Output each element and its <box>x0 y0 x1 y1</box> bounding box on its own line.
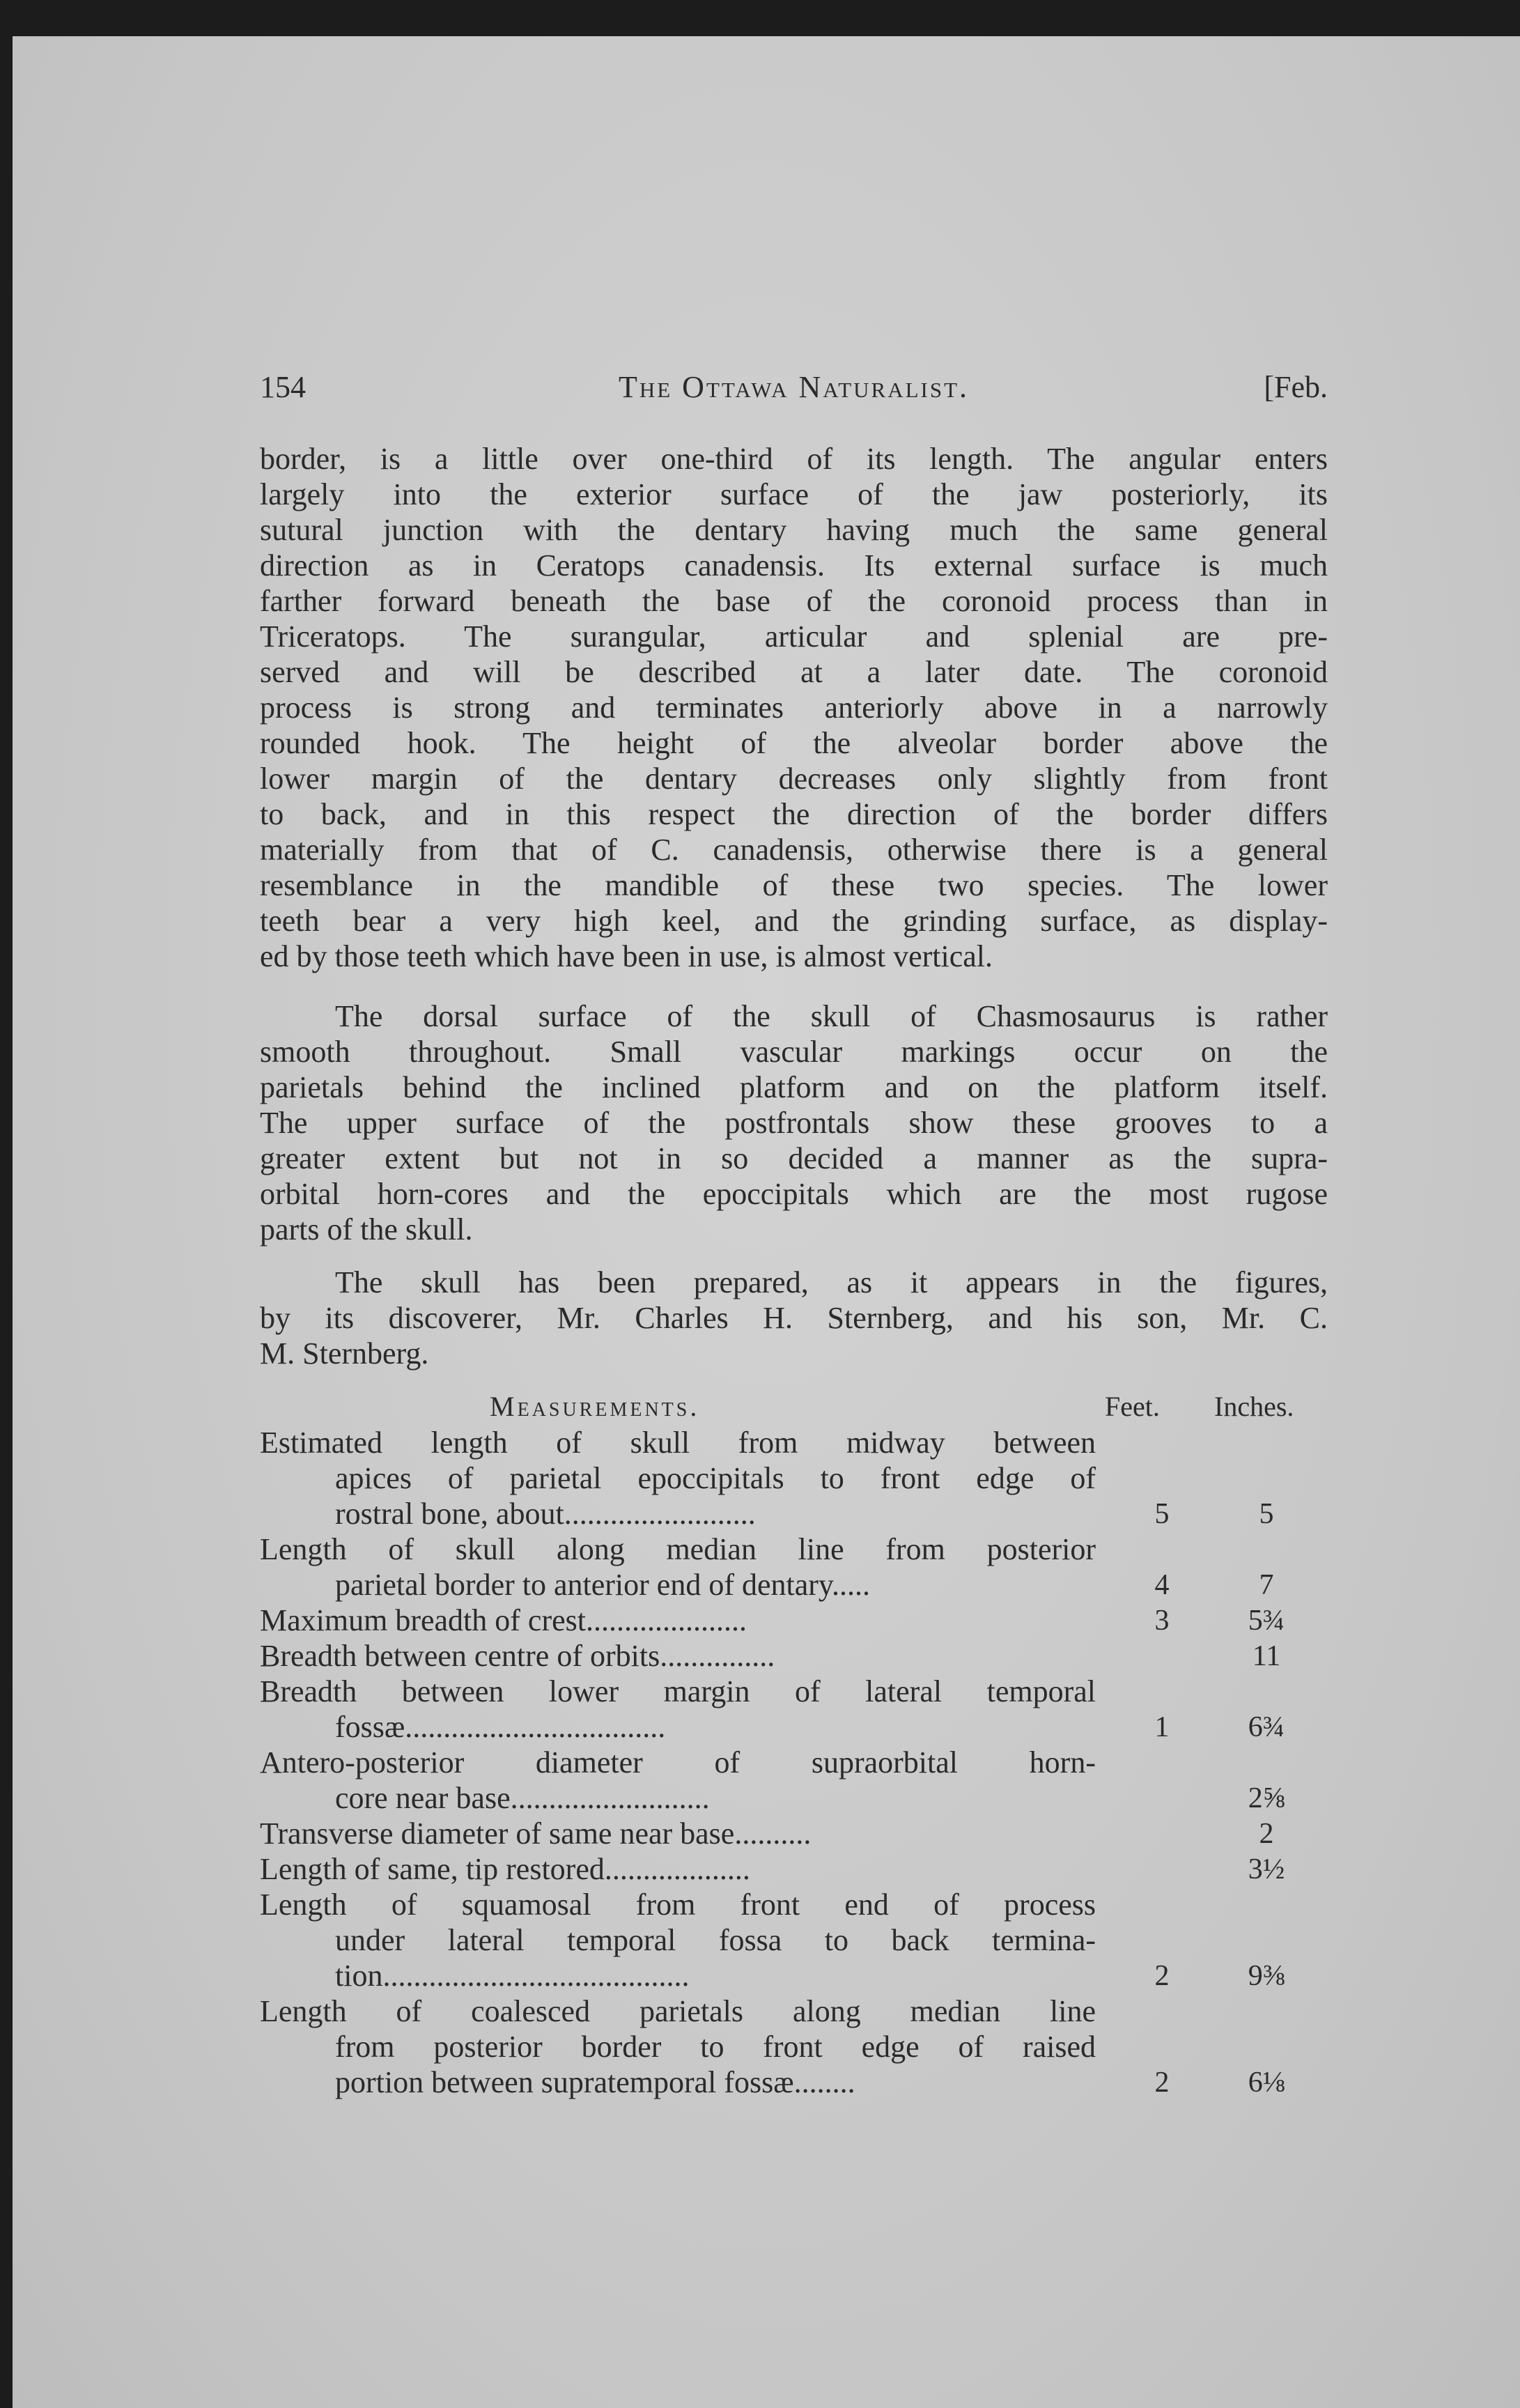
measurement-feet: 5 <box>1154 1498 1170 1530</box>
measurement-inches: 5¾ <box>1248 1605 1285 1637</box>
p3-line: by its discoverer, Mr. Charles H. Sternberg, and his son, Mr. C. <box>260 1301 1328 1335</box>
measurement-inches: 7 <box>1259 1569 1274 1601</box>
measurement-label-line: Breadth between lower margin of lateral temporal <box>260 1674 1096 1708</box>
measurement-label-line: Length of squamosal from front end of process <box>260 1888 1096 1922</box>
p2-line: smooth throughout. Small vascular markings occur on the <box>260 1035 1328 1069</box>
measurement-label-line: tion........................................ <box>335 1959 690 1993</box>
p1-line: largely into the exterior surface of the jaw posteriorly, its <box>260 477 1328 511</box>
p2-line: parietals behind the inclined platform and on the platform itself. <box>260 1070 1328 1104</box>
measurement-label-line: Antero-posterior diameter of supraorbital horn- <box>260 1745 1096 1780</box>
measurement-inches: 2⅝ <box>1248 1782 1285 1814</box>
measurement-inches: 6¾ <box>1248 1711 1285 1743</box>
p3-line: The skull has been prepared, as it appears in the figures, <box>335 1265 1328 1299</box>
measurement-feet: 1 <box>1154 1711 1170 1743</box>
p2-line: greater extent but not in so decided a manner as the supra- <box>260 1141 1328 1175</box>
measurement-label-line: parietal border to anterior end of dentary..... <box>335 1568 871 1602</box>
p1-line: direction as in Ceratops canadensis. Its external surface is much <box>260 548 1328 582</box>
measurement-inches: 3½ <box>1248 1853 1285 1885</box>
measurement-label-line: rostral bone, about......................... <box>335 1497 756 1531</box>
p1-line: to back, and in this respect the direction of the border differs <box>260 797 1328 831</box>
running-header <box>260 369 1328 411</box>
p1-line: border, is a little over one-third of its length. The angular enters <box>260 442 1328 476</box>
p1-line: served and will be described at a later date. The coronoid <box>260 655 1328 689</box>
p1-line: sutural junction with the dentary having much the same general <box>260 513 1328 547</box>
measurement-label-line: Maximum breadth of crest..................... <box>260 1603 747 1637</box>
measurement-label-line: Length of skull along median line from posterior <box>260 1532 1096 1566</box>
p2-line: The dorsal surface of the skull of Chasmosaurus is rather <box>335 999 1328 1033</box>
measurement-inches: 11 <box>1252 1640 1281 1672</box>
p2-line: orbital horn-cores and the epoccipitals which are the most rugose <box>260 1177 1328 1211</box>
measurement-label-line: Length of same, tip restored................... <box>260 1852 750 1886</box>
feet-column-header: Feet. <box>1105 1391 1160 1422</box>
p1-line: farther forward beneath the base of the coronoid process than in <box>260 584 1328 618</box>
p1-line: lower margin of the dentary decreases only slightly from front <box>260 762 1328 796</box>
issue-month: [Feb. <box>1264 370 1328 404</box>
p1-line: materially from that of C. canadensis, otherwise there is a general <box>260 833 1328 867</box>
p1-line: Triceratops. The surangular, articular and splenial are pre- <box>260 619 1328 654</box>
measurement-label-line: Breadth between centre of orbits............... <box>260 1639 775 1673</box>
measurement-label-line: Estimated length of skull from midway between <box>260 1426 1096 1460</box>
measurement-label-line: Transverse diameter of same near base.......... <box>260 1816 812 1851</box>
measurement-label-line: Length of coalesced parietals along median line <box>260 1994 1096 2028</box>
measurement-label-line: apices of parietal epoccipitals to front edge of <box>335 1461 1096 1495</box>
measurement-label-line: fossæ.................................. <box>335 1710 666 1744</box>
measurement-feet: 2 <box>1154 2067 1170 2099</box>
measurement-inches: 9⅜ <box>1248 1960 1285 1992</box>
measurements-table <box>260 1388 1328 2140</box>
measurement-feet: 4 <box>1154 1569 1170 1601</box>
p2-line: The upper surface of the postfrontals show these grooves to a <box>260 1106 1328 1140</box>
measurement-label-line: portion between supratemporal fossæ........ <box>335 2065 855 2099</box>
p1-line: ed by those teeth which have been in use, is almost vertical. <box>260 939 993 973</box>
measurement-inches: 5 <box>1259 1498 1274 1530</box>
measurement-label-line: from posterior border to front edge of raised <box>335 2030 1096 2064</box>
measurements-header <box>260 1388 1328 1426</box>
p2-line: parts of the skull. <box>260 1212 473 1247</box>
measurements-heading: Measurements. <box>490 1391 700 1422</box>
p1-line: rounded hook. The height of the alveolar border above the <box>260 726 1328 760</box>
measurement-label-line: core near base.......................... <box>335 1781 710 1815</box>
page-number: 154 <box>260 370 306 404</box>
scanned-page <box>13 36 1520 2408</box>
p3-line: M. Sternberg. <box>260 1336 429 1371</box>
p1-line: process is strong and terminates anteriorly above in a narrowly <box>260 690 1328 725</box>
p1-line: teeth bear a very high keel, and the grinding surface, as display- <box>260 904 1328 938</box>
inches-column-header: Inches. <box>1214 1391 1294 1422</box>
journal-title: The Ottawa Naturalist. <box>618 370 970 404</box>
measurement-feet: 3 <box>1154 1605 1170 1637</box>
measurement-inches: 6⅛ <box>1248 2067 1285 2099</box>
measurement-label-line: under lateral temporal fossa to back termina- <box>335 1923 1096 1957</box>
measurement-feet: 2 <box>1154 1960 1170 1992</box>
p1-line: resemblance in the mandible of these two species. The lower <box>260 868 1328 902</box>
measurement-inches: 2 <box>1259 1818 1274 1850</box>
